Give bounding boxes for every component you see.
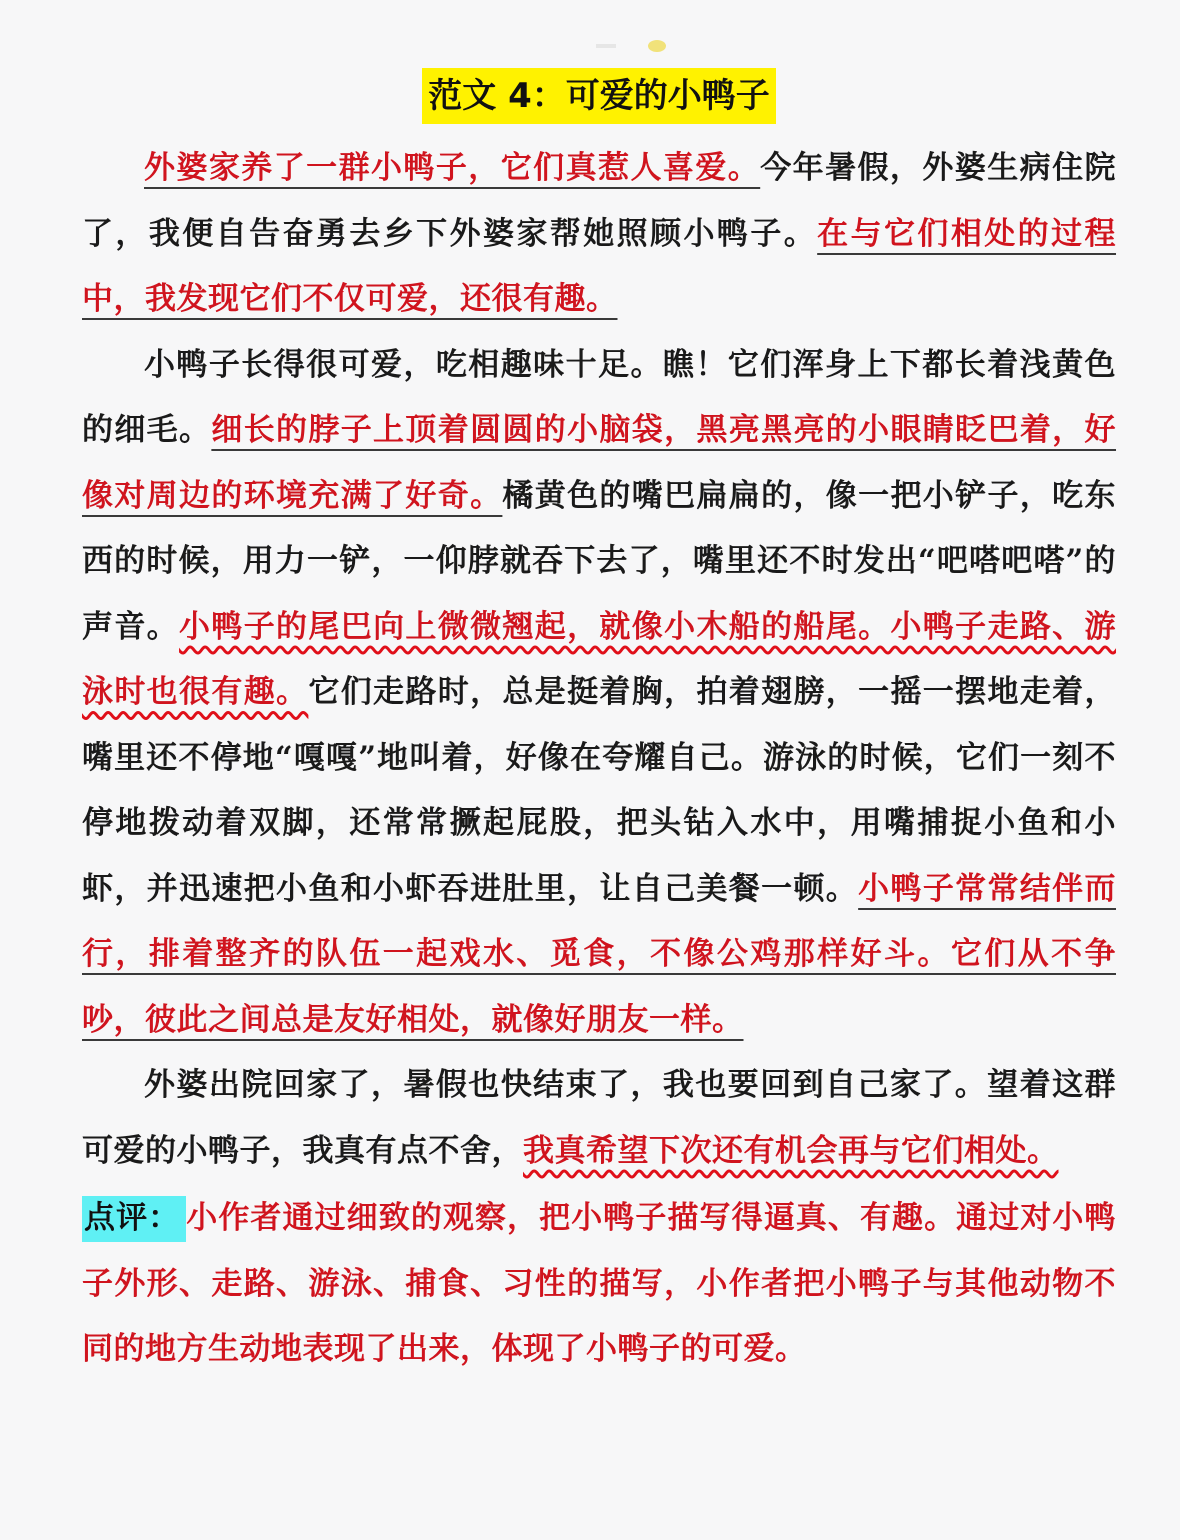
comment-label: 点评： <box>82 1196 186 1242</box>
body-text: 橘黄色的嘴巴扁扁的，像一把小铲子，吃东西的时候，用力一铲，一仰脖就吞下去了，嘴里还不时发出“吧嗒吧嗒”的声音。 <box>82 477 1117 645</box>
highlighted-sentence: 外婆家养了一群小鸭子，它们真惹人喜爱。 <box>144 150 761 186</box>
body-text: 小鸭子长得很可爱，吃相趣味十足。瞧！它们浑身上下都长着浅黄色的细毛。 <box>82 346 1116 448</box>
highlighted-sentence: 在与它们相处的过程中，我发现它们不仅可爱，还很有趣。 <box>82 215 1117 317</box>
highlighted-sentence: 小鸭子常常结伴而行，排着整齐的队伍一起戏水、觅食，不像公鸡那样好斗。它们从不争吵，彼此之间总是友好相处，就像好朋友一样。 <box>82 870 1117 1038</box>
essay-title: 范文 4：可爱的小鸭子 <box>422 68 776 124</box>
body-text: 外婆出院回家了，暑假也快结束了，我也要回到自己家了。望着这群可爱的小鸭子，我真有点不舍， <box>82 1067 1116 1169</box>
highlighted-sentence: 细长的脖子上顶着圆圆的小脑袋，黑亮黑亮的小眼睛眨巴着，好像对周边的环境充满了好奇。 <box>82 412 1117 514</box>
comment-text: 小作者通过细致的观察，把小鸭子描写得逼真、有趣。通过对小鸭子外形、走路、游泳、捕食、习性的描写，小作者把小鸭子与其他动物不同的地方生动地表现了出来，体现了小鸭子的可爱。 <box>82 1200 1117 1367</box>
scan-mark-yellow <box>648 40 666 52</box>
paragraph-intro <box>82 136 1116 333</box>
paragraph-body <box>82 333 1116 1054</box>
paragraph-ending <box>82 1053 1116 1184</box>
wavy-highlighted-sentence: 我真希望下次还有机会再与它们相处。 <box>523 1132 1059 1169</box>
body-text: 它们走路时，总是挺着胸，拍着翅膀，一摇一摆地走着，嘴里还不停地“嘎嘎”地叫着，好像在夸耀自己。游泳的时候，它们一刻不停地拨动着双脚，还常常撅起屁股，把头钻入水中，用嘴捕捉小鱼和小虾，并迅速把小鱼和小虾吞进肚里，让自己美餐一顿。 <box>82 674 1117 907</box>
title-row <box>82 56 1116 136</box>
wavy-highlighted-sentence: 小鸭子的尾巴向上微微翘起，就像小木船的船尾。小鸭子走路、游泳时也很有趣。 <box>82 608 1117 710</box>
scan-mark <box>596 44 616 48</box>
comment-paragraph <box>82 1186 1116 1383</box>
body-text: 今年暑假，外婆生病住院了，我便自告奋勇去乡下外婆家帮她照顾小鸭子。 <box>82 150 1117 252</box>
